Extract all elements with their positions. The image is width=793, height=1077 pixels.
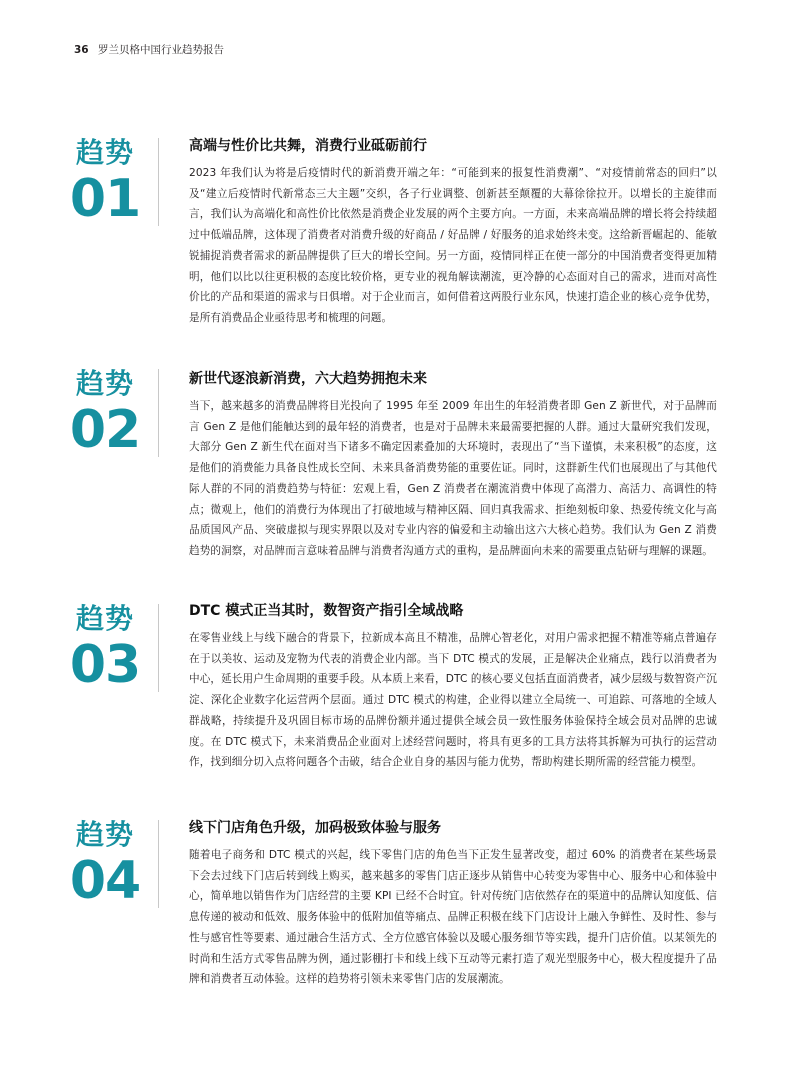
trend-number: 02: [69, 400, 141, 460]
trend-content: [189, 819, 717, 990]
trend-label: [60, 818, 150, 910]
trend-title: 线下门店角色升级，加码极致体验与服务: [189, 820, 441, 836]
trend-content: [189, 370, 717, 562]
section-divider: [158, 604, 159, 692]
trend-content: [189, 137, 717, 329]
trend-word: 趋势: [75, 818, 134, 851]
trend-title: 高端与性价比共舞，消费行业砥砺前行: [189, 138, 427, 154]
trend-word: 趋势: [75, 136, 134, 169]
trend-content: [189, 602, 717, 773]
page-header: [74, 43, 224, 57]
section-divider: [158, 369, 159, 457]
trend-body: 在零售业线上与线下融合的背景下，拉新成本高且不精准，品牌心智老化，对用户需求把握不精准等痛点普遍存在于以美妆、运动及宠物为代表的消费企业内部。当下 DTC 模式的发展，正是解决企业痛点，践行以消费者为中心，延长用户生命周期的重要手段。从本质上来看，DTC 的核心要义包括直面消费者，减少层级与数智资产沉淀、深化企业数字化运营两个层面。通过 DTC 模式的构建，企业得以建立全局统一、可追踪、可落地的全域人群战略，持续提升及巩固目标市场的品牌份额并通过提供全域会员一致性服务体验保持全域会员对品牌的忠诚度。在 DTC 模式下，未来消费品企业面对上述经营问题时，将具有更多的工具方法将其拆解为可执行的运营动作，找到细分切入点将问题各个击破，结合企业自身的基因与能力优势，帮助构建长期所需的经营能力模型。: [189, 632, 717, 769]
section-divider: [158, 820, 159, 908]
trend-number: 01: [69, 169, 141, 229]
report-title: 罗兰贝格中国行业趋势报告: [97, 44, 224, 56]
trend-body: 2023 年我们认为将是后疫情时代的新消费开端之年：“可能到来的报复性消费潮”、“对疫情前常态的回归”以及“建立后疫情时代新常态三大主题”交织，各子行业调整、创新甚至颠覆的大幕徐徐拉开。以增长的主旋律而言，我们认为高端化和高性价比依然是消费企业发展的两个主要方向。一方面，未来高端品牌的增长将会持续超过中低端品牌，这体现了消费者对消费升级的好商品 / 好品牌 / 好服务的追求始终未变。这给新晋崛起的、能敏锐捕捉消费者需求的新品牌提供了巨大的增长空间。另一方面，疫情同样正在使一部分的中国消费者变得更加精明，他们以比以往更积极的态度比较价格，更专业的视角解读潮流，更冷静的心态面对自己的需求，进而对高性价比的产品和渠道的需求与日俱增。对于企业而言，如何借着这两股行业东风，快速打造企业的核心竞争优势，是所有消费品企业亟待思考和梳理的问题。: [189, 167, 717, 324]
trend-word: 趋势: [75, 367, 134, 400]
trend-body: 随着电子商务和 DTC 模式的兴起，线下零售门店的角色当下正发生显著改变，超过 60% 的消费者在某些场景下会去过线下门店后转到线上购买，越来越多的零售门店正逐步从销售中心转变为零售中心、服务中心和体验中心，简单地以销售作为门店经营的主要 KPI 已经不合时宜。针对传统门店依然存在的渠道中的品牌认知度低、信息传递的被动和低效、服务体验中的低附加值等痛点、品牌正积极在线下门店设计上融入争鲜性、及时性、参与性与感官性等要素、通过融合生活方式、全方位感官体验以及暖心服务细节等实践，提升门店价值。以某领先的时尚和生活方式零售品牌为例，通过影棚打卡和线上线下互动等元素打造了观光型服务中心，极大程度提升了品牌和消费者互动体验。这样的趋势将引领未来零售门店的发展潮流。: [189, 849, 717, 986]
trend-label: [60, 367, 150, 459]
trend-title: DTC 模式正当其时，数智资产指引全域战略: [189, 603, 464, 619]
trend-body: 当下，越来越多的消费品牌将目光投向了 1995 年至 2009 年出生的年轻消费者即 Gen Z 新世代，对于品牌而言 Gen Z 是他们能触达到的最年轻的消费者，也是对于品牌未来最需要把握的人群。通过大量研究我们发现，大部分 Gen Z 新生代在面对当下诸多不确定因素叠加的大环境时，表现出了“当下谨慎，未来积极”的态度，这是他们的消费能力具备良性成长空间、未来具备消费势能的重要佐证。同时，这群新生代们也展现出了与其他代际人群的不同的消费趋势与特征：宏观上看，Gen Z 消费者在潮流消费中体现了高潜力、高活力、高调性的特点；微观上，他们的消费行为体现出了打破地域与精神区隔、回归真我需求、拒绝刻板印象、热爱传统文化与高品质国风产品、突破虚拟与现实界限以及对专业内容的偏爱和主动输出这六大核心趋势。我们认为 Gen Z 消费趋势的洞察，对品牌而言意味着品牌与消费者沟通方式的重构，是品牌面向未来的需要重点钻研与理解的课题。: [189, 400, 717, 557]
trend-number: 04: [69, 851, 141, 911]
trend-title: 新世代逐浪新消费，六大趋势拥抱未来: [189, 371, 427, 387]
trend-number: 03: [69, 635, 141, 695]
trend-label: [60, 136, 150, 228]
trend-word: 趋势: [75, 602, 134, 635]
section-divider: [158, 138, 159, 226]
page-number: 36: [74, 44, 89, 56]
trend-label: [60, 602, 150, 694]
